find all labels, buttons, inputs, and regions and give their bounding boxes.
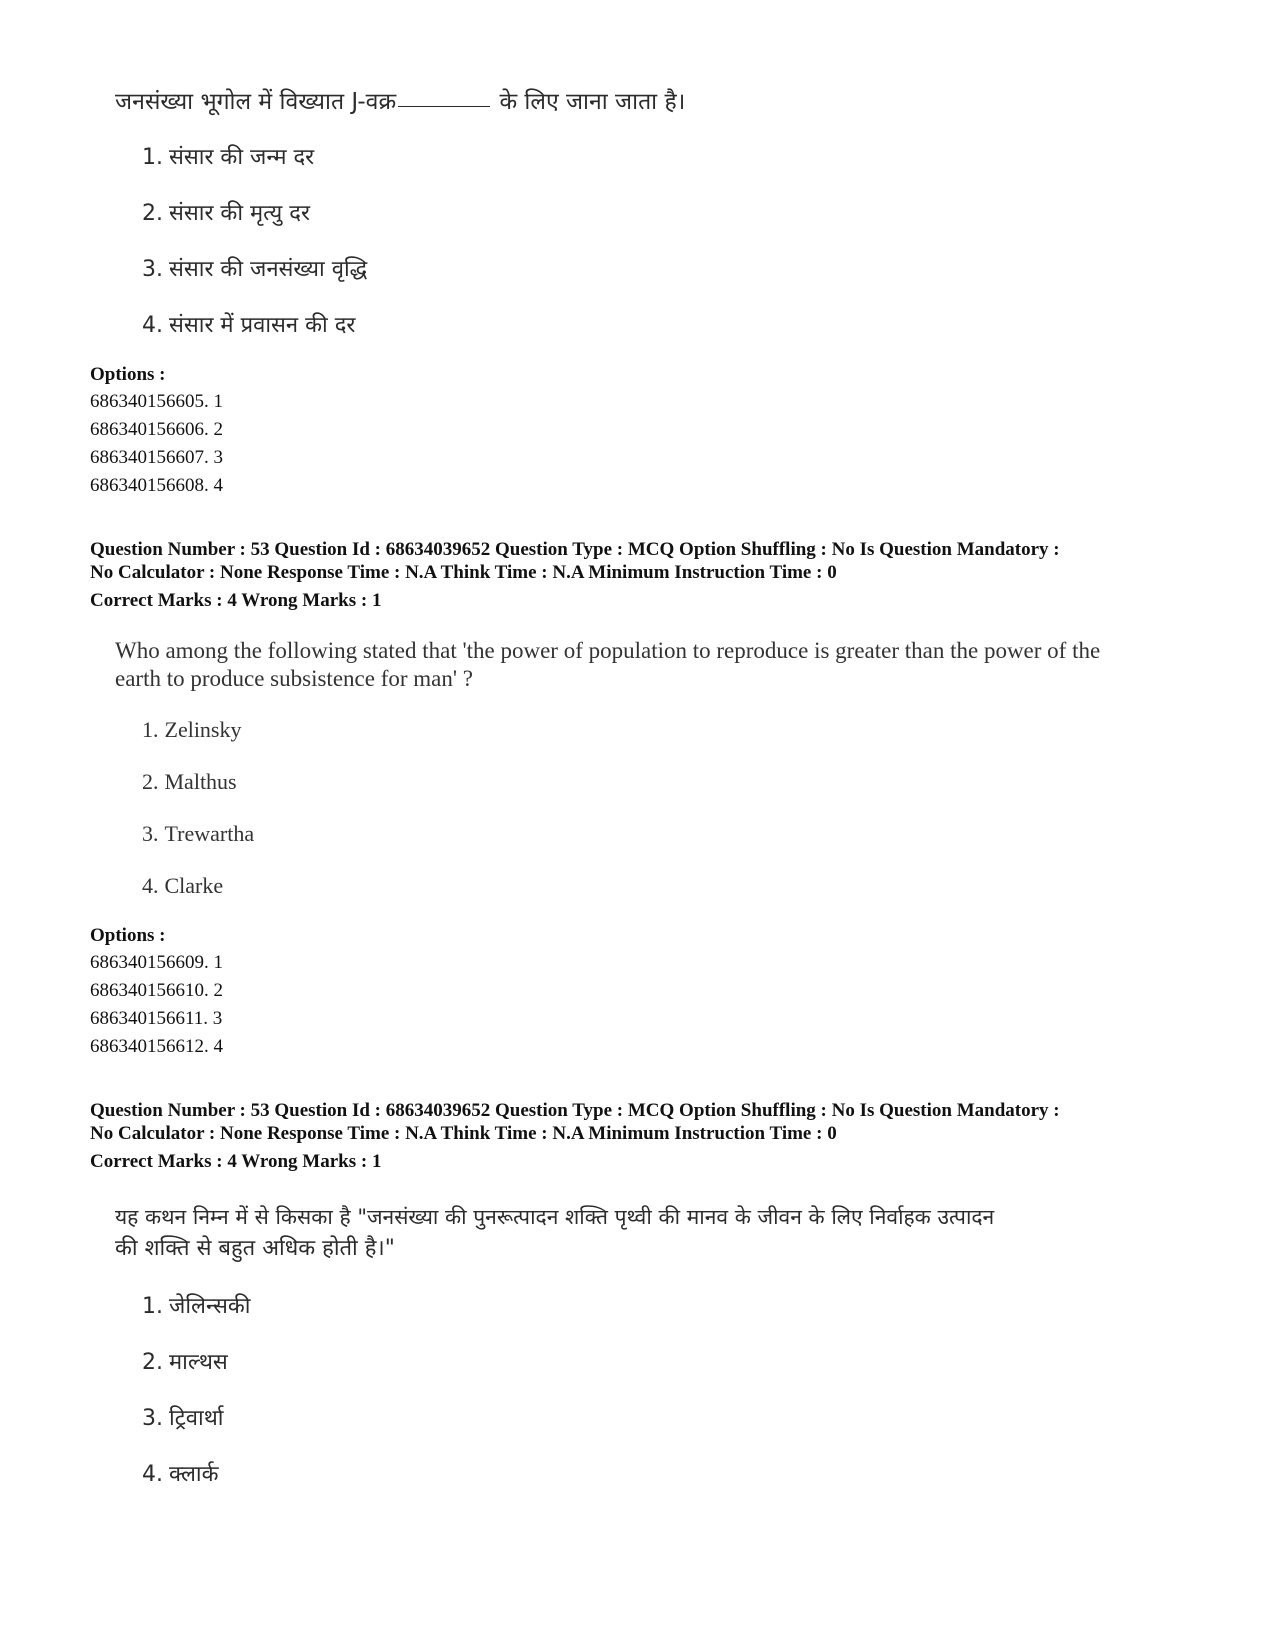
q1-option-id: 686340156606. 2 bbox=[90, 419, 223, 440]
q2-question-text bbox=[115, 637, 1155, 693]
q1-choice-number: 4. bbox=[142, 313, 163, 338]
q3-choice-number: 2. bbox=[142, 1350, 163, 1375]
q1-choice-4 bbox=[142, 309, 355, 339]
q3-choice-3 bbox=[142, 1402, 223, 1432]
q2-marks: Correct Marks : 4 Wrong Marks : 1 bbox=[90, 590, 382, 611]
q1-choice-number: 1. bbox=[142, 145, 163, 170]
q3-choice-number: 1. bbox=[142, 1294, 163, 1319]
q1-options-label: Options : bbox=[90, 364, 166, 385]
q1-option-id: 686340156608. 4 bbox=[90, 475, 223, 496]
q2-meta-line-2: No Calculator : None Response Time : N.A Think Time : N.A Minimum Instruction Time : 0 bbox=[90, 562, 837, 583]
q2-choice-4 bbox=[142, 873, 223, 899]
q2-choice-text: Clarke bbox=[164, 873, 224, 898]
q1-choice-text: संसार की जन्म दर bbox=[169, 145, 315, 170]
q2-choice-text: Zelinsky bbox=[164, 717, 242, 742]
q3-choice-text: ट्रिवार्था bbox=[169, 1406, 224, 1431]
q2-choice-3 bbox=[142, 821, 254, 847]
q1-options-list bbox=[90, 388, 223, 500]
q2-option-id: 686340156611. 3 bbox=[90, 1008, 223, 1029]
q2-choice-number: 3. bbox=[142, 821, 159, 846]
q2-choice-text: Malthus bbox=[164, 769, 237, 794]
q3-stem-line-2: की शक्ति से बहुत अधिक होती है।" bbox=[115, 1236, 395, 1261]
q2-meta-line-1: Question Number : 53 Question Id : 68634039652 Question Type : MCQ Option Shuffling : No Is Question Mandatory : bbox=[90, 539, 1060, 560]
q3-choice-number: 3. bbox=[142, 1406, 163, 1431]
q3-choice-text: क्लार्क bbox=[169, 1462, 219, 1487]
q1-choice-3 bbox=[142, 253, 367, 283]
q3-meta-line-2: No Calculator : None Response Time : N.A Think Time : N.A Minimum Instruction Time : 0 bbox=[90, 1123, 837, 1144]
q2-options-list bbox=[90, 949, 223, 1061]
q3-question-text bbox=[115, 1202, 1155, 1264]
q2-option-id: 686340156612. 4 bbox=[90, 1036, 223, 1057]
q1-choice-1 bbox=[142, 141, 314, 171]
q1-option-id: 686340156607. 3 bbox=[90, 447, 223, 468]
q2-choice-2 bbox=[142, 769, 237, 795]
q2-options-label: Options : bbox=[90, 925, 166, 946]
q1-choice-text: संसार में प्रवासन की दर bbox=[169, 313, 356, 338]
q3-meta-header bbox=[90, 1099, 1060, 1145]
q3-choice-text: माल्थस bbox=[169, 1350, 228, 1375]
q3-meta-line-1: Question Number : 53 Question Id : 68634039652 Question Type : MCQ Option Shuffling : No Is Question Mandatory : bbox=[90, 1100, 1060, 1121]
q3-choice-2 bbox=[142, 1346, 228, 1376]
q1-question-text bbox=[115, 84, 685, 116]
q2-choice-text: Trewartha bbox=[164, 821, 255, 846]
q3-marks: Correct Marks : 4 Wrong Marks : 1 bbox=[90, 1151, 382, 1172]
q1-choice-number: 2. bbox=[142, 201, 163, 226]
q1-stem-before-blank: जनसंख्या भूगोल में विख्यात J-वक्र bbox=[115, 89, 397, 115]
q3-choice-number: 4. bbox=[142, 1462, 163, 1487]
q2-meta-header bbox=[90, 538, 1060, 584]
q2-stem-line-2: earth to produce subsistence for man' ? bbox=[115, 666, 473, 691]
q3-choice-1 bbox=[142, 1290, 251, 1320]
q1-choice-text: संसार की मृत्यु दर bbox=[169, 201, 310, 226]
q1-fill-blank bbox=[398, 105, 490, 107]
q1-stem-after-blank: के लिए जाना जाता है। bbox=[499, 89, 686, 115]
q2-choice-1 bbox=[142, 717, 242, 743]
q2-stem-line-1: Who among the following stated that 'the power of population to reproduce is greater than the power of the bbox=[115, 638, 1101, 663]
q3-choice-4 bbox=[142, 1458, 219, 1488]
q2-choice-number: 4. bbox=[142, 873, 159, 898]
q2-option-id: 686340156609. 1 bbox=[90, 952, 223, 973]
q3-stem-line-1: यह कथन निम्न में से किसका है "जनसंख्या की पुनरूत्पादन शक्ति पृथ्वी की मानव के जीवन के लिए निर्वाहक उत्पादन bbox=[115, 1205, 995, 1229]
q3-choice-text: जेलिन्सकी bbox=[169, 1294, 251, 1319]
q2-choice-number: 1. bbox=[142, 717, 159, 742]
q1-choice-2 bbox=[142, 197, 310, 227]
q1-option-id: 686340156605. 1 bbox=[90, 391, 223, 412]
q2-option-id: 686340156610. 2 bbox=[90, 980, 223, 1001]
q1-choice-text: संसार की जनसंख्या वृद्धि bbox=[169, 257, 368, 282]
q1-choice-number: 3. bbox=[142, 257, 163, 282]
q2-choice-number: 2. bbox=[142, 769, 159, 794]
